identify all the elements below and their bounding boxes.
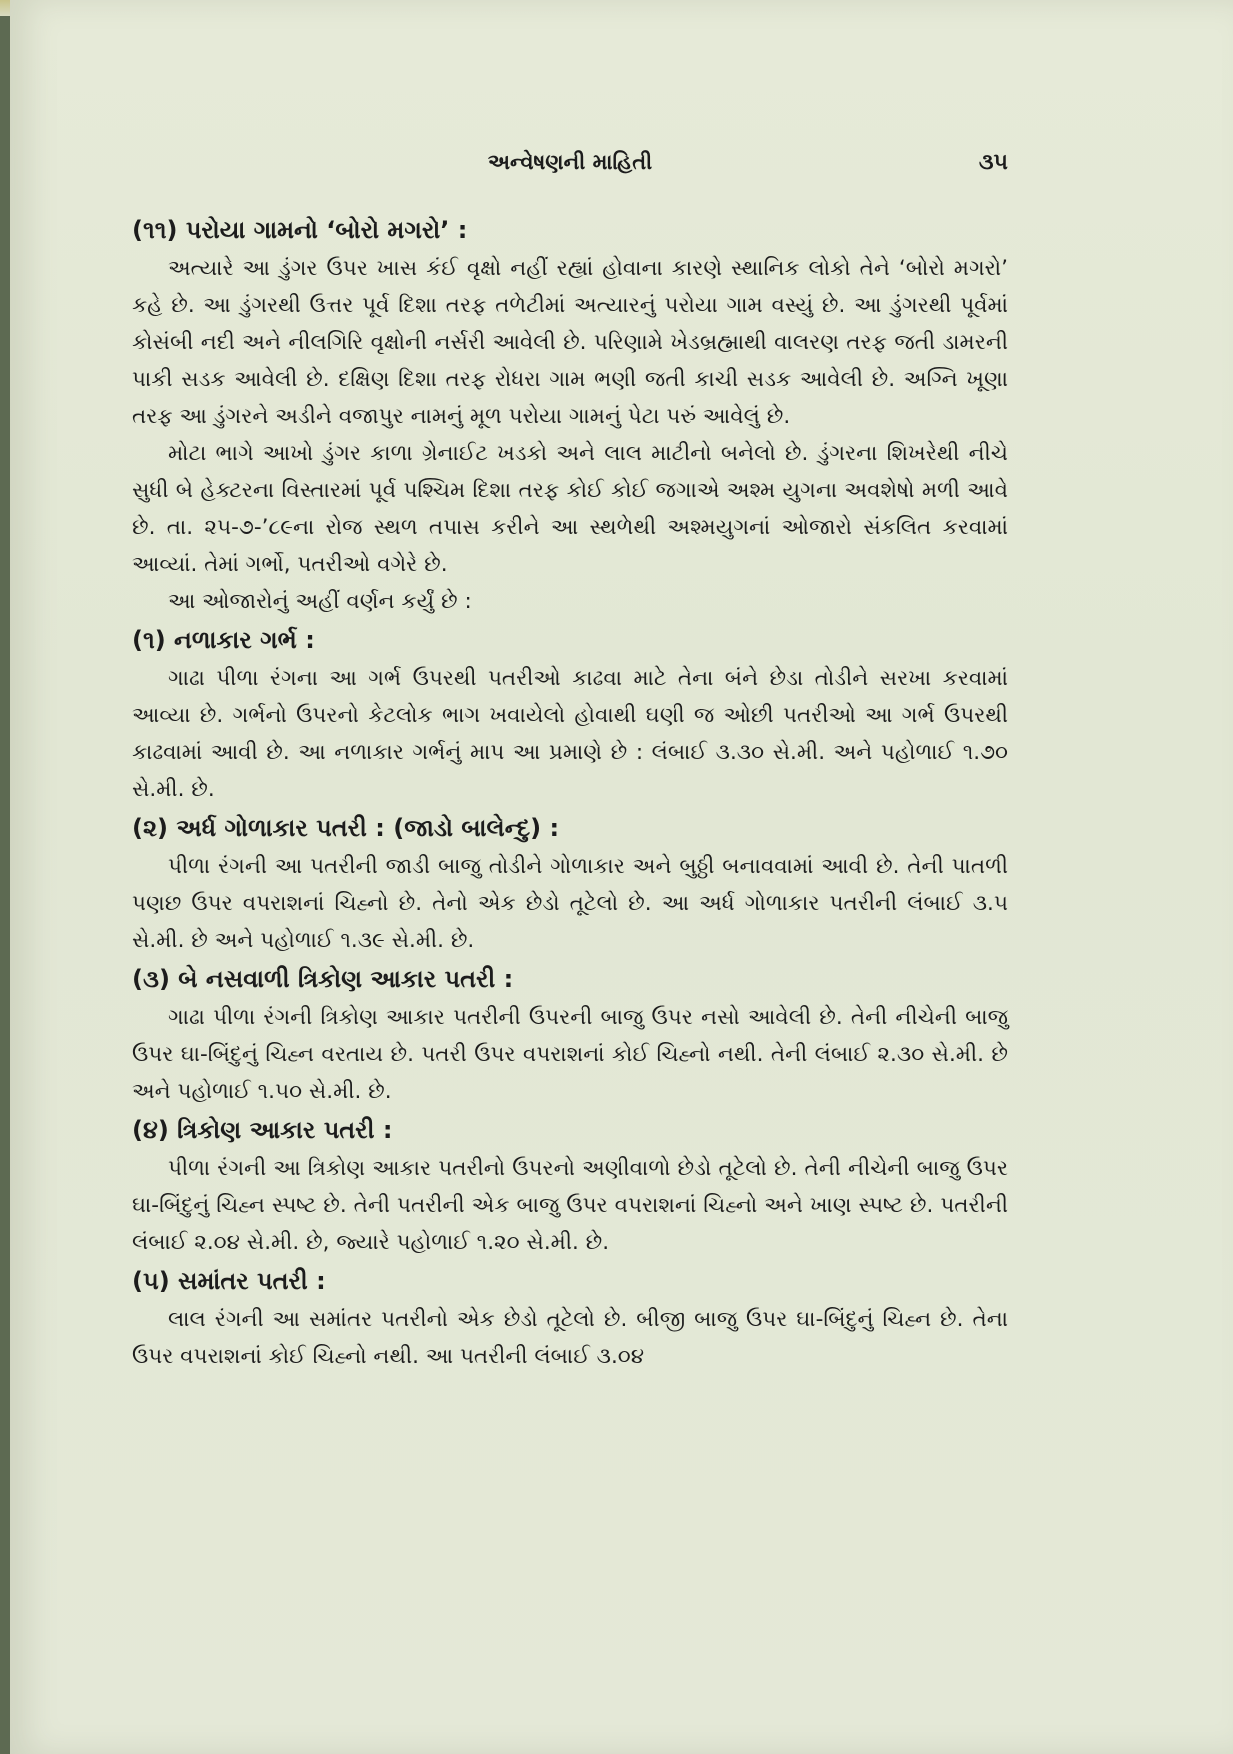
- section-heading: (૧) નળાકાર ગર્ભ :: [132, 626, 315, 654]
- page-content: [132, 150, 1008, 1375]
- paragraph: પીળા રંગની આ ત્રિકોણ આકાર પતરીનો ઉપરનો અણીવાળો છેડો તૂટેલો છે. તેની નીચેની બાજુ ઉપર ઘા-બિંદુનું ચિહ્ન સ્પષ્ટ છે. તેની પતરીની એક બાજુ ઉપર વપરાશનાં ચિહ્નો અને ખાણ સ્પષ્ટ છે. પતરીની લંબાઈ ૨.૦૪ સે.મી. છે, જ્યારે પહોળાઈ ૧.૨૦ સે.મી. છે.: [132, 1156, 1008, 1255]
- running-header: [132, 150, 1008, 190]
- page-number: ૩૫: [978, 150, 1008, 175]
- paragraph: ગાઢા પીળા રંગના આ ગર્ભ ઉપરથી પતરીઓ કાઢવા માટે તેના બંને છેડા તોડીને સરખા કરવામાં આવ્યા છે. ગર્ભનો ઉપરનો કેટલોક ભાગ ખવાયેલો હોવાથી ઘણી જ ઓછી પતરીઓ આ ગર્ભ ઉપરથી કાઢવામાં આવી છે. આ નળાકાર ગર્ભનું માપ આ પ્રમાણે છે : લંબાઈ ૩.૩૦ સે.મી. અને પહોળાઈ ૧.૭૦ સે.મી. છે.: [132, 666, 1008, 802]
- section-heading: (૪) ત્રિકોણ આકાર પતરી :: [132, 1116, 393, 1144]
- paragraph: અત્યારે આ ડુંગર ઉપર ખાસ કંઈ વૃક્ષો નહીં રહ્યાં હોવાના કારણે સ્થાનિક લોકો તેને ‘બોરો મગરો’ કહે છે. આ ડુંગરથી ઉત્તર પૂર્વ દિશા તરફ તળેટીમાં અત્યારનું પરોયા ગામ વસ્યું છે. આ ડુંગરથી પૂર્વમાં કોસંબી નદી અને નીલગિરિ વૃક્ષોની નર્સરી આવેલી છે. પરિણામે ખેડબ્રહ્માથી વાલરણ તરફ જતી ડામરની પાકી સડક આવેલી છે. દક્ષિણ દિશા તરફ રોધરા ગામ ભણી જતી કાચી સડક આવેલી છે. અગ્નિ ખૂણા તરફ આ ડુંગરને અડીને વજાપુર નામનું મૂળ પરોયા ગામનું પેટા પરું આવેલું છે.: [132, 256, 1008, 429]
- section-heading: (૩) બે નસવાળી ત્રિકોણ આકાર પતરી :: [132, 965, 514, 993]
- body-text: [132, 210, 1008, 1375]
- paragraph: મોટા ભાગે આખો ડુંગર કાળા ગ્રેનાઈટ ખડકો અને લાલ માટીનો બનેલો છે. ડુંગરના શિખરેથી નીચે સુધી બે હેક્ટરના વિસ્તારમાં પૂર્વ પશ્ચિમ દિશા તરફ કોઈ કોઈ જગાએ અશ્મ યુગના અવશેષો મળી આવે છે. તા. ૨૫-૭-’૮૯ના રોજ સ્થળ તપાસ કરીને આ સ્થળેથી અશ્મયુગનાં ઓજારો સંકલિત કરવામાં આવ્યાં. તેમાં ગર્ભો, પતરીઓ વગેરે છે.: [132, 441, 1008, 577]
- paragraph: આ ઓજારોનું અહીં વર્ણન કર્યું છે :: [168, 589, 472, 614]
- section-heading: (૧૧) પરોયા ગામનો ‘બોરો મગરો’ :: [132, 216, 468, 244]
- paragraph: પીળા રંગની આ પતરીની જાડી બાજુ તોડીને ગોળાકાર અને બુઠ્ઠી બનાવવામાં આવી છે. તેની પાતળી પણછ ઉપર વપરાશનાં ચિહ્નો છે. તેનો એક છેડો તૂટેલો છે. આ અર્ધ ગોળાકાર પતરીની લંબાઈ ૩.૫ સે.મી. છે અને પહોળાઈ ૧.૩૯ સે.મી. છે.: [132, 854, 1008, 953]
- section-heading: (૨) અર્ધ ગોળાકાર પતરી : (જાડો બાલેન્દુ) :: [132, 814, 560, 842]
- paragraph: લાલ રંગની આ સમાંતર પતરીનો એક છેડો તૂટેલો છે. બીજી બાજુ ઉપર ઘા-બિંદુનું ચિહ્ન છે. તેના ઉપર વપરાશનાં કોઈ ચિહ્નો નથી. આ પતરીની લંબાઈ ૩.૦૪: [132, 1307, 1008, 1369]
- paragraph: ગાઢા પીળા રંગની ત્રિકોણ આકાર પતરીની ઉપરની બાજુ ઉપર નસો આવેલી છે. તેની નીચેની બાજુ ઉપર ઘા-બિંદુનું ચિહ્ન વરતાય છે. પતરી ઉપર વપરાશનાં કોઈ ચિહ્નો નથી. તેની લંબાઈ ૨.૩૦ સે.મી. છે અને પહોળાઈ ૧.૫૦ સે.મી. છે.: [132, 1005, 1008, 1104]
- book-page: [10, 0, 1233, 1754]
- running-title: અન્વેષણની માહિતી: [487, 150, 653, 174]
- section-heading: (૫) સમાંતર પતરી :: [132, 1267, 326, 1295]
